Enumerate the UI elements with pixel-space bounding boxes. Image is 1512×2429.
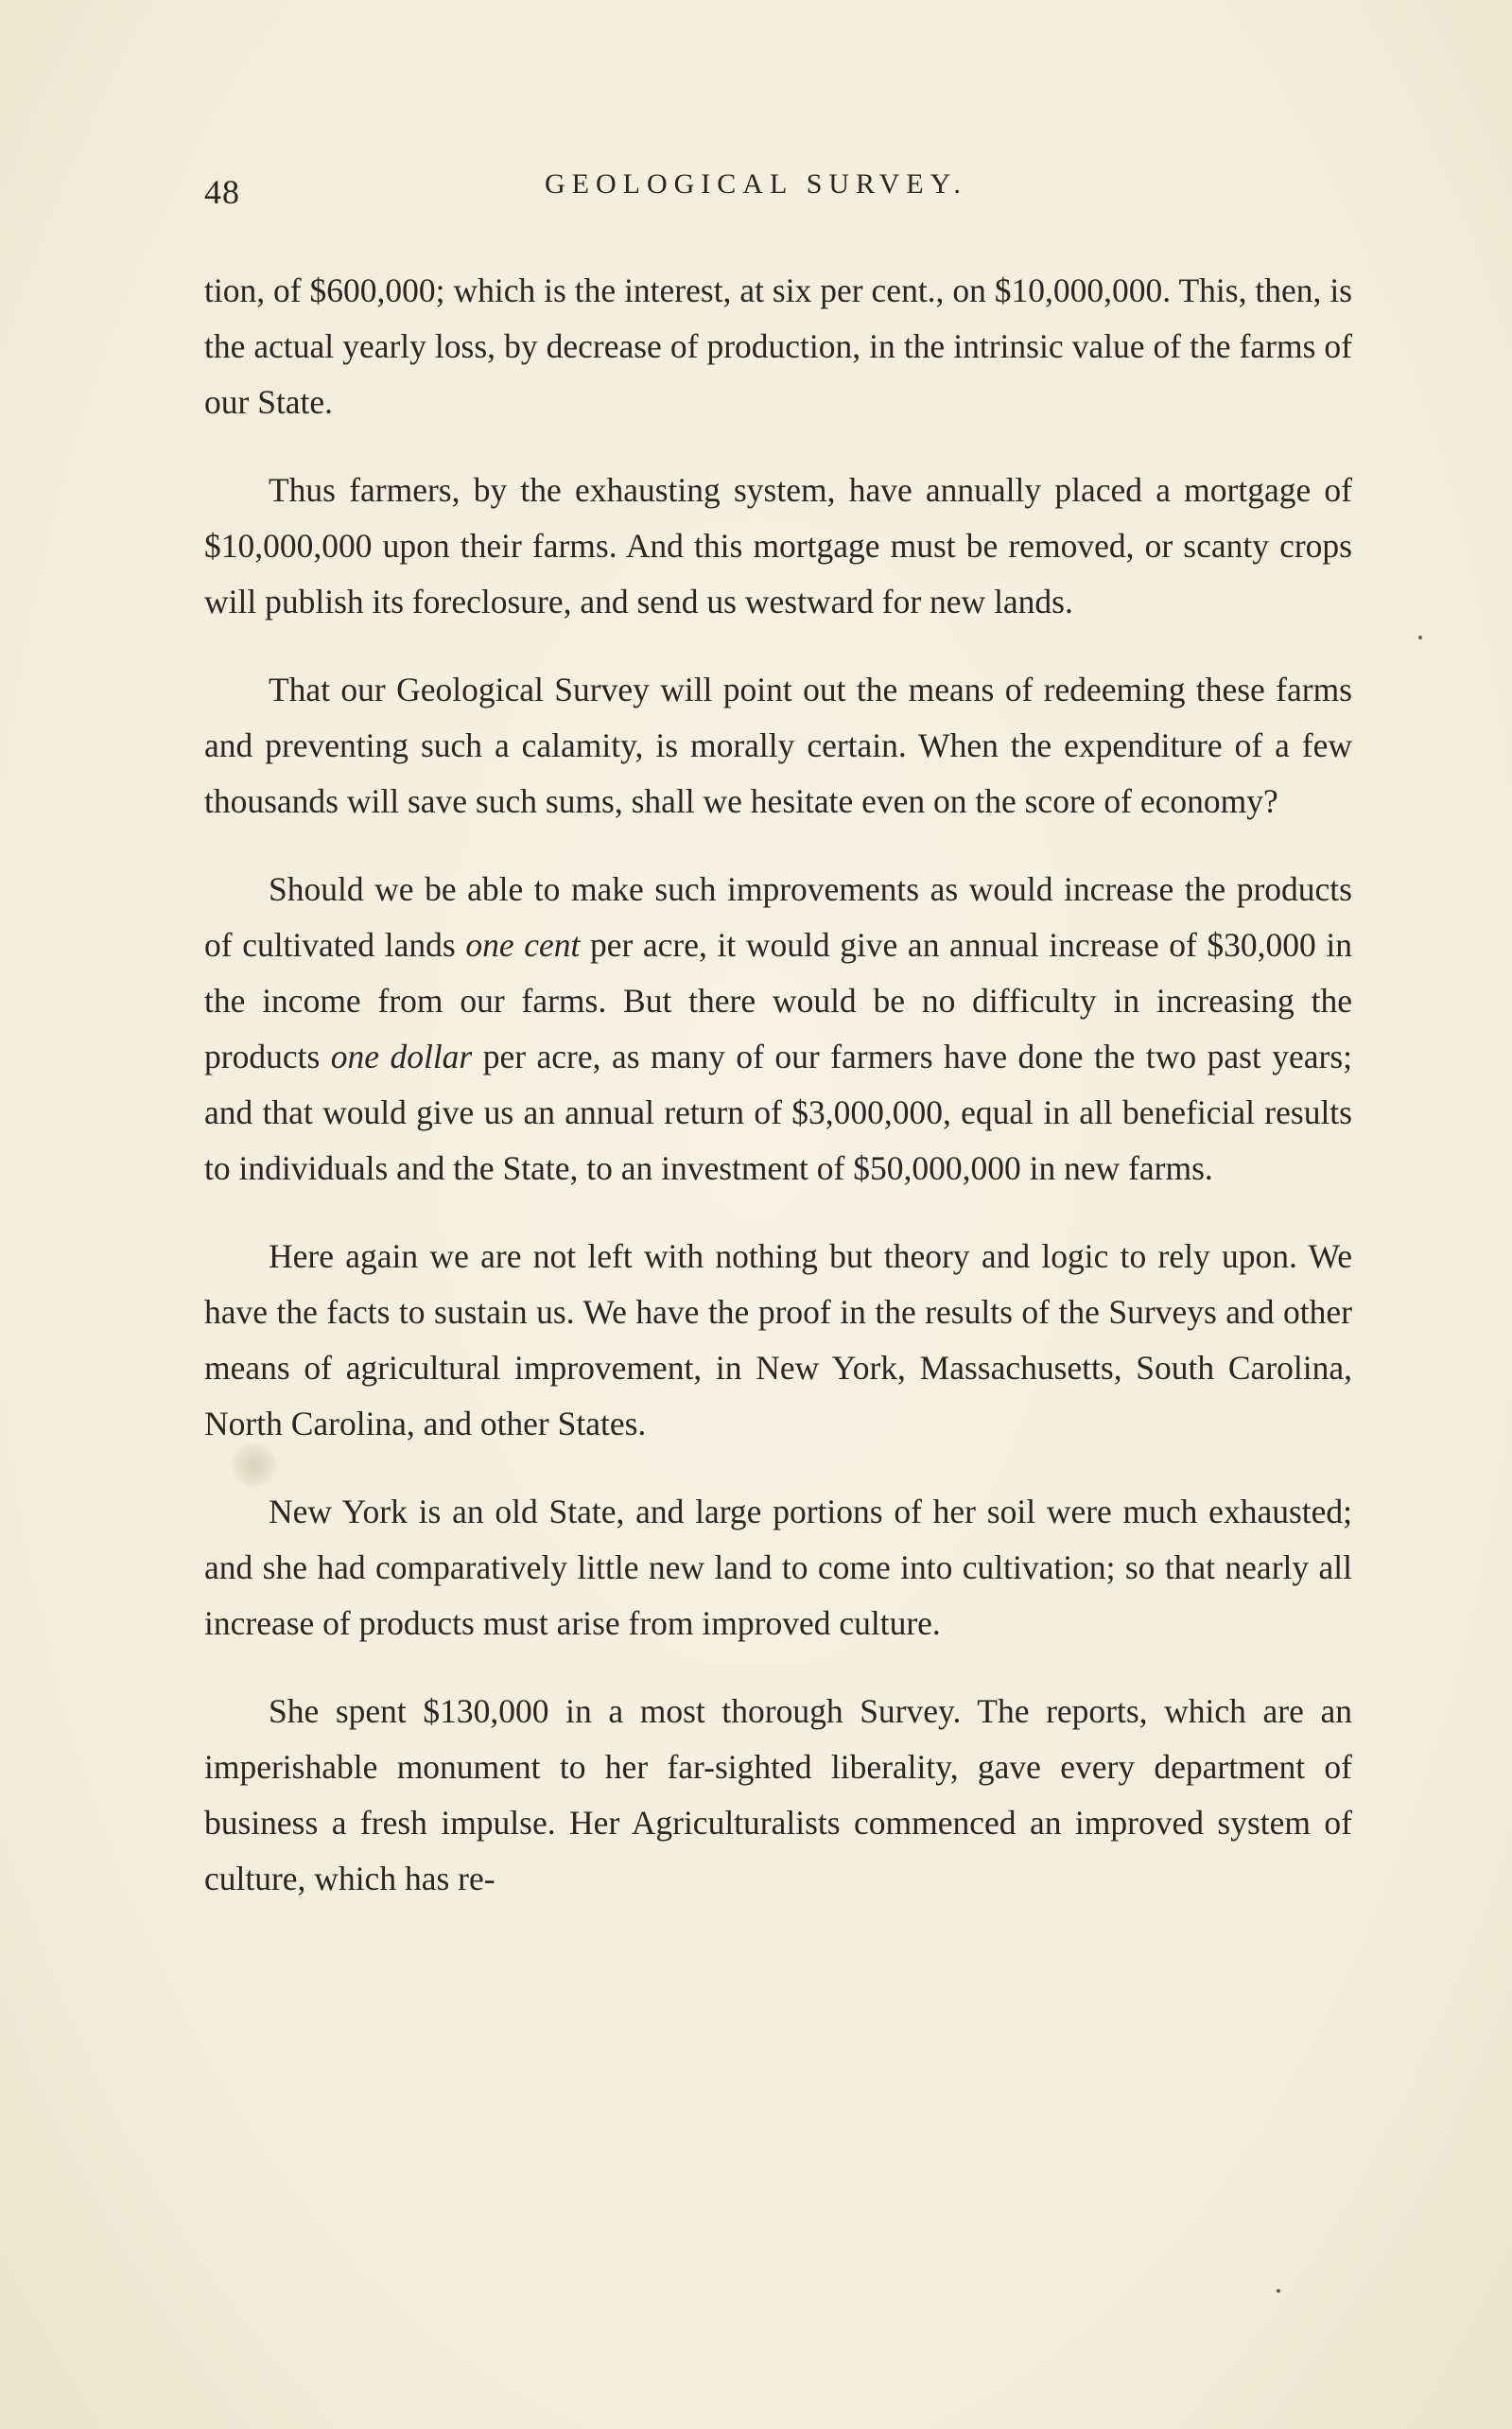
paragraph-4-part-b: per acre, it would give an annual increase of $30,000 in the income from our farms. But there would be no difficulty in increasing the products [204,926,1352,1075]
page-header [204,168,1352,216]
paragraph-4-part-c: per acre, as many of our farmers have done the two past years; and that would give us an annual return of $3,000,000, equal in all beneficial results to individuals and the State, to an investment of $50,000,000 in new farms. [204,1038,1352,1187]
emphasis-one-cent: one cent [465,926,581,964]
paragraph-4 [204,862,1352,1197]
paper-speck [1277,2289,1280,2293]
emphasis-one-dollar: one dollar [330,1038,473,1075]
paper-stain [231,1442,278,1488]
paragraph-1: tion, of $600,000; which is the interest, at six per cent., on $10,000,000. This, then, is the actual yearly loss, by decrease of production, in the intrinsic value of the farms of our State. [204,271,1352,421]
paragraph-4-part-a: Should we be able to make such improvements as would increase the products of cultivated lands [204,870,1352,964]
paragraph-3: That our Geological Survey will point out the means of redeeming these farms and preventing such a calamity, is morally certain. When the expenditure of a few thousands will save such sums, shall we hesitate even on the score of economy? [204,671,1352,820]
body-text [204,263,1352,1907]
paragraph-7: She spent $130,000 in a most thorough Survey. The reports, which are an imperishable monument to her far-sighted liberality, gave every department of business a fresh impulse. Her Agriculturalists commenced an improved system of culture, which has re- [204,1692,1352,1897]
paragraph-5: Here again we are not left with nothing but theory and logic to rely upon. We have the facts to sustain us. We have the proof in the results of the Surveys and other means of agricultural improvement, in New York, Massachusetts, South Carolina, North Carolina, and other States. [204,1237,1352,1442]
paragraph-2: Thus farmers, by the exhausting system, have annually placed a mortgage of $10,000,000 upon their farms. And this mortgage must be removed, or scanty crops will publish its foreclosure, and send us westward for new lands. [204,471,1352,620]
page-number: 48 [204,173,240,211]
paragraph-6: New York is an old State, and large portions of her soil were much exhausted; and she had comparatively little new land to come into cultivation; so that nearly all increase of products must arise from improved culture. [204,1493,1352,1642]
paper-speck [1418,636,1422,639]
running-head: GEOLOGICAL SURVEY. [545,168,967,200]
